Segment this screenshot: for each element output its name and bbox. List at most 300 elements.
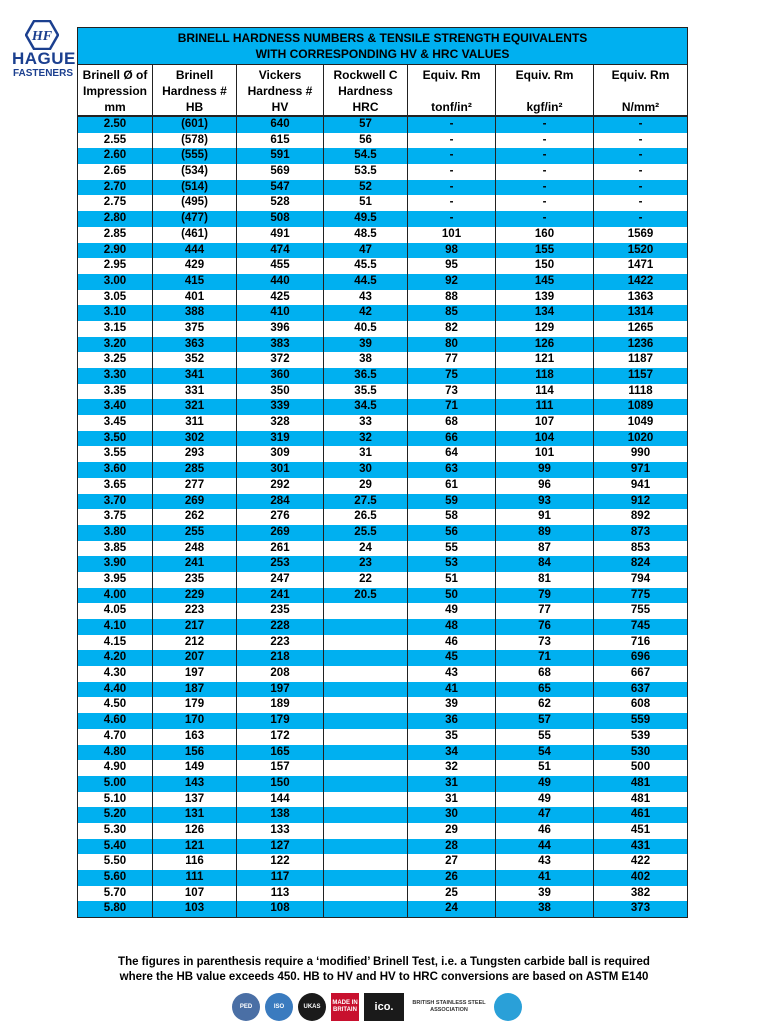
table-cell: 27: [408, 854, 496, 870]
table-cell: 89: [496, 525, 594, 541]
table-cell: 49: [496, 776, 594, 792]
table-cell: 608: [630, 698, 651, 711]
table-cell: 51: [324, 195, 408, 211]
table-cell: [324, 854, 408, 870]
table-cell: (495): [153, 195, 237, 211]
table-cell: 163: [153, 729, 237, 745]
table-cell: 88: [408, 290, 496, 306]
table-row: [78, 697, 687, 713]
table-cell: 91: [496, 509, 594, 525]
table-row: [78, 195, 687, 211]
table-row: [78, 243, 687, 259]
table-cell: 373: [630, 902, 651, 915]
table-cell: 285: [153, 462, 237, 478]
table-cell: 41: [496, 870, 594, 886]
table-cell: (555): [153, 148, 237, 164]
table-cell: 3.05: [78, 290, 153, 306]
table-cell: 24: [324, 541, 408, 557]
table-cell: 1363: [627, 290, 654, 303]
table-cell: 22: [324, 572, 408, 588]
table-cell: 667: [630, 667, 651, 680]
table-cell: [324, 792, 408, 808]
table-cell: 375: [153, 321, 237, 337]
table-cell: 160: [496, 227, 594, 243]
table-cell: 30: [408, 807, 496, 823]
table-cell: 32: [408, 760, 496, 776]
column-header-line: Equiv. Rm: [515, 68, 574, 82]
table-cell: 481: [630, 792, 651, 805]
table-cell: -: [638, 212, 643, 225]
table-cell: 3.35: [78, 384, 153, 400]
table-cell: 5.70: [78, 886, 153, 902]
bssa-icon: [409, 993, 489, 1021]
table-row: [78, 713, 687, 729]
table-row: [78, 509, 687, 525]
table-cell: 138: [237, 807, 324, 823]
table-row: [78, 352, 687, 368]
table-row: [78, 729, 687, 745]
table-cell: 129: [496, 321, 594, 337]
table-cell: 261: [237, 541, 324, 557]
table-cell: 4.70: [78, 729, 153, 745]
hague-fasteners-logo: [12, 20, 74, 90]
table-cell: [324, 901, 408, 917]
table-row: [78, 384, 687, 400]
column-header-7: [594, 65, 687, 115]
column-header-line: N/mm²: [621, 100, 660, 114]
table-row: [78, 478, 687, 494]
table-cell: 24: [408, 901, 496, 917]
table-cell: 292: [237, 478, 324, 494]
table-cell: 1314: [627, 306, 654, 319]
table-cell: 127: [237, 839, 324, 855]
table-cell: 145: [496, 274, 594, 290]
table-row: [78, 431, 687, 447]
table-cell: 208: [237, 666, 324, 682]
table-cell: 75: [408, 368, 496, 384]
table-cell: 3.50: [78, 431, 153, 447]
table-cell: 383: [237, 337, 324, 353]
table-row: [78, 117, 687, 133]
table-row: [78, 650, 687, 666]
table-cell: 1118: [628, 384, 653, 397]
table-cell: 508: [237, 211, 324, 227]
table-cell: 29: [408, 823, 496, 839]
column-header-line: HV: [271, 100, 289, 114]
table-row: [78, 133, 687, 149]
table-header-row: [77, 64, 688, 117]
table-cell: 2.55: [78, 133, 153, 149]
table-cell: -: [638, 133, 643, 146]
table-row: [78, 619, 687, 635]
table-cell: 137: [153, 792, 237, 808]
table-cell: 38: [496, 901, 594, 917]
table-cell: 58: [408, 509, 496, 525]
table-cell: 530: [630, 745, 651, 758]
table-cell: 54.5: [324, 148, 408, 164]
table-cell: 34.5: [324, 399, 408, 415]
table-cell: [324, 870, 408, 886]
table-cell: 98: [408, 243, 496, 259]
table-cell: 87: [496, 541, 594, 557]
table-cell: 55: [496, 729, 594, 745]
table-cell: 80: [408, 337, 496, 353]
table-cell: 66: [408, 431, 496, 447]
hex-monogram-icon: [25, 20, 59, 50]
table-cell: 253: [237, 556, 324, 572]
table-cell: 34: [408, 745, 496, 761]
column-header-line: HB: [185, 100, 204, 114]
table-cell: 1520: [627, 243, 654, 256]
table-cell: [324, 745, 408, 761]
table-cell: -: [638, 149, 643, 162]
table-cell: 1265: [627, 321, 654, 334]
table-row: [78, 886, 687, 902]
table-cell: 114: [496, 384, 594, 400]
table-cell: 29: [324, 478, 408, 494]
table-cell: 716: [630, 635, 651, 648]
table-cell: -: [408, 195, 496, 211]
table-cell: 309: [237, 446, 324, 462]
table-cell: 197: [153, 666, 237, 682]
table-cell: [324, 760, 408, 776]
table-cell: 39: [408, 697, 496, 713]
table-cell: 57: [496, 713, 594, 729]
column-header-5: [408, 65, 496, 115]
table-cell: 241: [237, 588, 324, 604]
table-cell: 76: [496, 619, 594, 635]
table-cell: 396: [237, 321, 324, 337]
table-cell: 63: [408, 462, 496, 478]
table-cell: 853: [630, 541, 651, 554]
table-cell: 49: [496, 792, 594, 808]
table-cell: 79: [496, 588, 594, 604]
table-cell: 2.85: [78, 227, 153, 243]
table-cell: -: [496, 180, 594, 196]
table-cell: 328: [237, 415, 324, 431]
column-header-line: tonf/in²: [431, 100, 472, 114]
table-cell: 53.5: [324, 164, 408, 180]
table-cell: 3.85: [78, 541, 153, 557]
table-cell: 51: [496, 760, 594, 776]
table-row: [78, 682, 687, 698]
table-cell: 172: [237, 729, 324, 745]
table-cell: 48: [408, 619, 496, 635]
table-cell: 3.10: [78, 305, 153, 321]
table-cell: 27.5: [324, 494, 408, 510]
table-cell: 301: [237, 462, 324, 478]
table-cell: 1569: [627, 227, 654, 240]
table-cell: 461: [630, 808, 651, 821]
table-row: [78, 839, 687, 855]
table-cell: 775: [630, 588, 651, 601]
table-cell: -: [408, 133, 496, 149]
table-cell: 3.25: [78, 352, 153, 368]
table-cell: 235: [237, 603, 324, 619]
table-row: [78, 274, 687, 290]
table-cell: 39: [324, 337, 408, 353]
table-cell: 755: [630, 604, 651, 617]
table-cell: (477): [153, 211, 237, 227]
table-cell: 77: [408, 352, 496, 368]
table-cell: 26.5: [324, 509, 408, 525]
table-cell: 68: [496, 666, 594, 682]
table-cell: -: [408, 117, 496, 133]
table-cell: [324, 886, 408, 902]
table-row: [78, 211, 687, 227]
table-cell: 3.40: [78, 399, 153, 415]
table-row: [78, 525, 687, 541]
table-row: [78, 227, 687, 243]
column-header-1: [78, 65, 153, 115]
table-cell: 42: [324, 305, 408, 321]
table-cell: 5.20: [78, 807, 153, 823]
table-cell: 341: [153, 368, 237, 384]
table-cell: [324, 713, 408, 729]
table-cell: 82: [408, 321, 496, 337]
table-cell: -: [638, 180, 643, 193]
table-cell: 107: [496, 415, 594, 431]
table-cell: 5.60: [78, 870, 153, 886]
table-cell: 64: [408, 446, 496, 462]
table-cell: 228: [237, 619, 324, 635]
logo-monogram: HF: [31, 29, 53, 44]
table-cell: 131: [153, 807, 237, 823]
table-row: [78, 635, 687, 651]
table-cell: 73: [496, 635, 594, 651]
table-cell: (534): [153, 164, 237, 180]
table-cell: 84: [496, 556, 594, 572]
table-cell: -: [496, 133, 594, 149]
table-title: [77, 27, 688, 64]
table-cell: 415: [153, 274, 237, 290]
table-cell: 2.90: [78, 243, 153, 259]
table-cell: 4.00: [78, 588, 153, 604]
table-cell: 2.50: [78, 117, 153, 133]
table-cell: 5.10: [78, 792, 153, 808]
table-cell: 179: [153, 697, 237, 713]
table-cell: 31: [408, 792, 496, 808]
table-cell: 539: [630, 729, 651, 742]
table-cell: 481: [630, 776, 651, 789]
table-cell: 155: [496, 243, 594, 259]
table-cell: 3.80: [78, 525, 153, 541]
column-header-line: Hardness: [338, 84, 393, 98]
table-cell: 122: [237, 854, 324, 870]
table-cell: 26: [408, 870, 496, 886]
table-cell: [324, 776, 408, 792]
table-cell: [324, 839, 408, 855]
table-cell: 134: [496, 305, 594, 321]
table-cell: 410: [237, 305, 324, 321]
table-cell: 49.5: [324, 211, 408, 227]
table-row: [78, 572, 687, 588]
table-cell: -: [496, 117, 594, 133]
table-cell: 1236: [627, 337, 654, 350]
table-cell: 65: [496, 682, 594, 698]
table-cell: 5.30: [78, 823, 153, 839]
table-cell: 39: [496, 886, 594, 902]
cert-label: MADE IN BRITAIN: [332, 1000, 358, 1013]
table-cell: 85: [408, 305, 496, 321]
table-cell: 1187: [628, 353, 653, 366]
table-cell: 640: [237, 117, 324, 133]
table-cell: 126: [496, 337, 594, 353]
table-cell: [324, 666, 408, 682]
table-cell: (601): [153, 117, 237, 133]
table-cell: 2.95: [78, 258, 153, 274]
table-cell: 56: [324, 133, 408, 149]
table-cell: 30: [324, 462, 408, 478]
table-cell: -: [408, 211, 496, 227]
table-cell: -: [408, 164, 496, 180]
table-cell: 235: [153, 572, 237, 588]
table-cell: 3.60: [78, 462, 153, 478]
table-cell: 331: [153, 384, 237, 400]
table-cell: 615: [237, 133, 324, 149]
column-header-line: Brinell Ø of: [82, 68, 148, 82]
table-cell: 372: [237, 352, 324, 368]
table-cell: -: [496, 164, 594, 180]
table-cell: 4.05: [78, 603, 153, 619]
table-row: [78, 666, 687, 682]
table-cell: 113: [237, 886, 324, 902]
table-row: [78, 415, 687, 431]
table-cell: 4.40: [78, 682, 153, 698]
table-cell: 49: [408, 603, 496, 619]
table-cell: 111: [153, 870, 237, 886]
table-cell: 107: [153, 886, 237, 902]
table-cell: 350: [237, 384, 324, 400]
table-cell: 4.15: [78, 635, 153, 651]
table-cell: 51: [408, 572, 496, 588]
column-header-line: mm: [104, 100, 126, 114]
table-cell: 3.65: [78, 478, 153, 494]
table-cell: 401: [153, 290, 237, 306]
table-cell: 179: [237, 713, 324, 729]
table-cell: 44: [496, 839, 594, 855]
table-cell: 99: [496, 462, 594, 478]
table-row: [78, 556, 687, 572]
table-cell: 269: [237, 525, 324, 541]
table-row: [78, 901, 687, 917]
table-cell: 68: [408, 415, 496, 431]
table-cell: 149: [153, 760, 237, 776]
table-cell: 444: [153, 243, 237, 259]
table-cell: 302: [153, 431, 237, 447]
table-cell: 255: [153, 525, 237, 541]
table-row: [78, 760, 687, 776]
ped-cert-icon: [232, 993, 260, 1021]
table-cell: 696: [630, 651, 651, 664]
table-row: [78, 180, 687, 196]
table-cell: 104: [496, 431, 594, 447]
table-row: [78, 588, 687, 604]
table-cell: -: [496, 195, 594, 211]
table-cell: 262: [153, 509, 237, 525]
table-cell: 32: [324, 431, 408, 447]
cert-label: ISO: [273, 1003, 285, 1010]
table-cell: -: [408, 180, 496, 196]
table-cell: 591: [237, 148, 324, 164]
table-cell: 4.90: [78, 760, 153, 776]
table-cell: 55: [408, 541, 496, 557]
table-row: [78, 807, 687, 823]
table-row: [78, 792, 687, 808]
table-cell: 873: [630, 525, 651, 538]
table-cell: 43: [496, 854, 594, 870]
table-cell: 223: [237, 635, 324, 651]
cert-label: PED: [239, 1003, 253, 1010]
table-cell: [324, 650, 408, 666]
table-cell: 269: [153, 494, 237, 510]
table-cell: 116: [153, 854, 237, 870]
table-cell: 4.80: [78, 745, 153, 761]
table-cell: 150: [237, 776, 324, 792]
table-cell: 4.60: [78, 713, 153, 729]
table-cell: 108: [237, 901, 324, 917]
table-cell: 321: [153, 399, 237, 415]
table-cell: 241: [153, 556, 237, 572]
table-cell: 139: [496, 290, 594, 306]
table-cell: -: [496, 148, 594, 164]
table-cell: [324, 682, 408, 698]
table-cell: 212: [153, 635, 237, 651]
table-cell: 35: [408, 729, 496, 745]
table-cell: 5.40: [78, 839, 153, 855]
table-row: [78, 446, 687, 462]
table-cell: 156: [153, 745, 237, 761]
column-header-line: Vickers: [258, 68, 302, 82]
table-cell: 547: [237, 180, 324, 196]
table-cell: 25: [408, 886, 496, 902]
table-cell: 38: [324, 352, 408, 368]
table-cell: 425: [237, 290, 324, 306]
column-header-line: [496, 83, 593, 99]
logo-word-fasteners: FASTENERS: [12, 68, 73, 79]
table-row: [78, 541, 687, 557]
table-row: [78, 494, 687, 510]
table-cell: 150: [496, 258, 594, 274]
table-cell: 101: [408, 227, 496, 243]
table-cell: (461): [153, 227, 237, 243]
table-cell: 77: [496, 603, 594, 619]
title-line-2: WITH CORRESPONDING HV & HRC VALUES: [255, 47, 510, 61]
table-cell: [324, 729, 408, 745]
table-cell: 4.30: [78, 666, 153, 682]
column-header-line: Hardness #: [162, 84, 227, 98]
table-cell: 121: [153, 839, 237, 855]
table-row: [78, 290, 687, 306]
table-cell: 35.5: [324, 384, 408, 400]
table-cell: 223: [153, 603, 237, 619]
table-cell: 637: [630, 682, 651, 695]
table-row: [78, 258, 687, 274]
table-cell: 45.5: [324, 258, 408, 274]
table-cell: 990: [630, 447, 651, 460]
table-cell: 4.50: [78, 697, 153, 713]
table-row: [78, 399, 687, 415]
certification-logos: [232, 991, 522, 1023]
table-cell: 92: [408, 274, 496, 290]
table-cell: 229: [153, 588, 237, 604]
table-cell: 47: [324, 243, 408, 259]
table-cell: 48.5: [324, 227, 408, 243]
footnote: [20, 955, 748, 985]
cert-label: UKAS: [303, 1003, 321, 1010]
table-cell: 402: [630, 871, 651, 883]
table-cell: 54: [496, 745, 594, 761]
